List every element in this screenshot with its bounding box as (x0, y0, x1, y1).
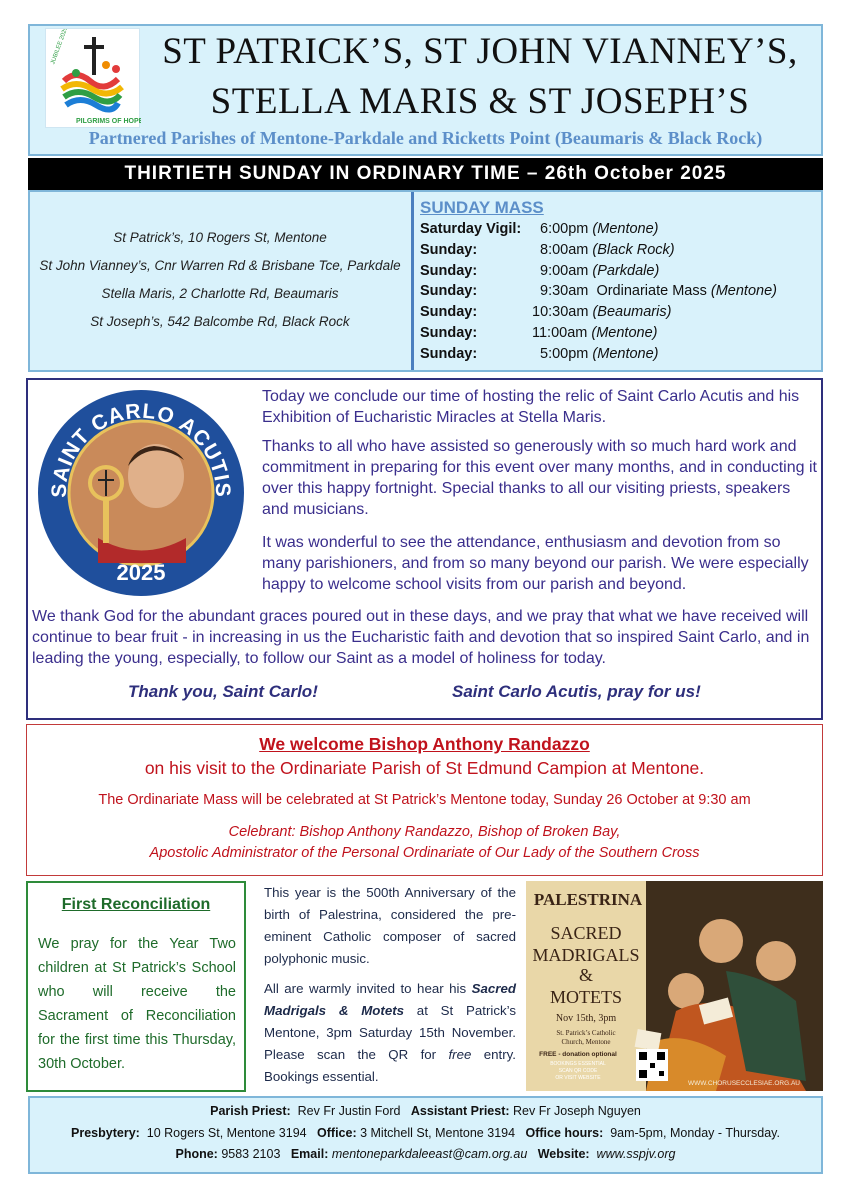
carlo-thanks: Thank you, Saint Carlo! (128, 682, 318, 701)
sunday-mass-heading: SUNDAY MASS (420, 198, 544, 217)
svg-text:PALESTRINA: PALESTRINA (533, 890, 643, 909)
svg-text:FREE - donation optional: FREE - donation optional (539, 1051, 617, 1058)
carlo-paragraph-3: It was wonderful to see the attendance, enthusiasm and devotion from so many parishioners, and from so many beyond our parish. We were especially happy to welcome school visits from our parish and beyond. (262, 534, 809, 593)
svg-text:Nov 15th, 3pm: Nov 15th, 3pm (555, 1013, 617, 1024)
svg-text:SACRED: SACRED (550, 923, 622, 943)
svg-text:SAINT CARLO ACUTIS: SAINT CARLO ACUTIS (47, 399, 235, 499)
svg-text:MOTETS: MOTETS (550, 987, 622, 1007)
carlo-paragraph-2: Thanks to all who have assisted so generously with so much hard work and commitment in preparing for this event over many months, and in conducting it over this happy fortnight. Special thanks to all our visiting priests, speakers and musicians. (262, 438, 817, 518)
first-reconciliation-heading: First Reconciliation (61, 896, 211, 913)
mass-row: Sunday: 9:00am (Parkdale) (420, 263, 660, 279)
svg-text:Church, Mentone: Church, Mentone (561, 1038, 611, 1046)
footer-addresses: Presbytery: 10 Rogers St, Mentone 3194 Office: 3 Mitchell St, Mentone 3194 Office hours: 9am-5pm, Monday - Thursday. (71, 1126, 780, 1140)
celebrant-line-2: Apostolic Administrator of the Personal Ordinariate of Our Lady of the Southern Cross (149, 845, 700, 861)
mass-row: Saturday Vigil: 6:00pm (Mentone) (420, 221, 659, 237)
page-title-line-2: STELLA MARIS & ST JOSEPH’S (210, 81, 750, 122)
jubilee-logo (45, 28, 140, 128)
panel-divider (411, 192, 414, 370)
svg-text:2025: 2025 (116, 560, 166, 585)
address-stella-maris: Stella Maris, 2 Charlotte Rd, Beaumaris (101, 286, 339, 301)
sunday-banner: THIRTIETH SUNDAY IN ORDINARY TIME – 26th October 2025 (28, 158, 823, 190)
footer-clergy: Parish Priest: Rev Fr Justin Ford Assistant Priest: Rev Fr Joseph Nguyen (210, 1104, 641, 1118)
address-st-joseph: St Joseph’s, 542 Balcombe Rd, Black Rock (90, 314, 350, 329)
svg-text:PILGRIMS OF HOPE: PILGRIMS OF HOPE (76, 118, 141, 125)
carlo-paragraph-1: Today we conclude our time of hosting the relic of Saint Carlo Acutis and his Exhibition of Eucharistic Miracles at Stella Maris. (262, 388, 800, 426)
mass-row: Sunday: 11:00am (Mentone) (420, 325, 658, 341)
mass-row: Sunday: 5:00pm (Mentone) (420, 346, 659, 362)
svg-text:SCAN QR CODE: SCAN QR CODE (558, 1068, 598, 1074)
address-st-john-vianney: St John Vianney’s, Cnr Warren Rd & Brisbane Tce, Parkdale (39, 258, 401, 273)
ordinariate-mass-notice: The Ordinariate Mass will be celebrated at St Patrick’s Mentone today, Sunday 26 October at 9:30 am (98, 792, 751, 808)
palestrina-paragraph-2: All are warmly invited to hear his Sacred Madrigals & Motets at St Patrick’s Mentone, 3pm Saturday 15th November. Please scan the QR for free entry. Bookings essential. (264, 981, 516, 1084)
svg-text:MADRIGALS: MADRIGALS (532, 945, 640, 965)
svg-text:BOOKINGS ESSENTIAL: BOOKINGS ESSENTIAL (550, 1061, 606, 1067)
saint-carlo-badge-image (36, 388, 246, 598)
mass-row: Sunday: 9:30am Ordinariate Mass (Mentone) (420, 283, 777, 299)
palestrina-concert-poster (526, 881, 823, 1091)
bishop-subheading: on his visit to the Ordinariate Parish of St Edmund Campion at Mentone. (144, 758, 705, 778)
page-title-line-1: ST PATRICK’S, ST JOHN VIANNEY’S, (162, 31, 798, 72)
first-reconciliation-body: We pray for the Year Two children at St Patrick’s School who will receive the Sacrament of Reconciliation for the first time this Thursday, 30th October. (38, 936, 236, 1072)
mass-row: Sunday: 8:00am (Black Rock) (420, 242, 675, 258)
email-link[interactable]: mentoneparkdaleeast@cam.org.au (331, 1147, 528, 1161)
palestrina-paragraph-1: This year is the 500th Anniversary of the birth of Palestrina, considered the pre-eminent Catholic composer of sacred polyphonic music. (264, 885, 516, 966)
svg-text:&: & (578, 965, 594, 985)
page-subtitle: Partnered Parishes of Mentone-Parkdale and Ricketts Point (Beaumaris & Black Rock) (88, 128, 763, 148)
svg-text:WWW.CHORUSECCLESIAE.ORG.AU: WWW.CHORUSECCLESIAE.ORG.AU (688, 1080, 800, 1087)
mass-row: Sunday: 10:30am (Beaumaris) (420, 304, 672, 320)
svg-text:OR VISIT WEBSITE: OR VISIT WEBSITE (555, 1075, 601, 1081)
svg-text:St. Patrick’s Catholic: St. Patrick’s Catholic (556, 1029, 616, 1037)
website-link[interactable]: www.sspjv.org (596, 1147, 676, 1161)
svg-text:JUBILEE 2025: JUBILEE 2025 (50, 29, 70, 66)
address-st-patricks: St Patrick’s, 10 Rogers St, Mentone (113, 230, 327, 245)
footer-contact: Phone: 9583 2103 Email: mentoneparkdaleeast@cam.org.au Website: www.sspjv.org (175, 1147, 676, 1161)
bishop-heading: We welcome Bishop Anthony Randazzo (259, 734, 590, 754)
celebrant-line-1: Celebrant: Bishop Anthony Randazzo, Bishop of Broken Bay, (228, 824, 621, 840)
carlo-paragraph-4: We thank God for the abundant graces poured out in these days, and we pray that what we have received will continue to bear fruit - in increasing in us the Eucharistic faith and devotion that so inspired Saint Carlo, and in leading the young, especially, to follow our Saint as a model of holiness for today. (32, 608, 810, 667)
carlo-prayer: Saint Carlo Acutis, pray for us! (452, 682, 701, 701)
